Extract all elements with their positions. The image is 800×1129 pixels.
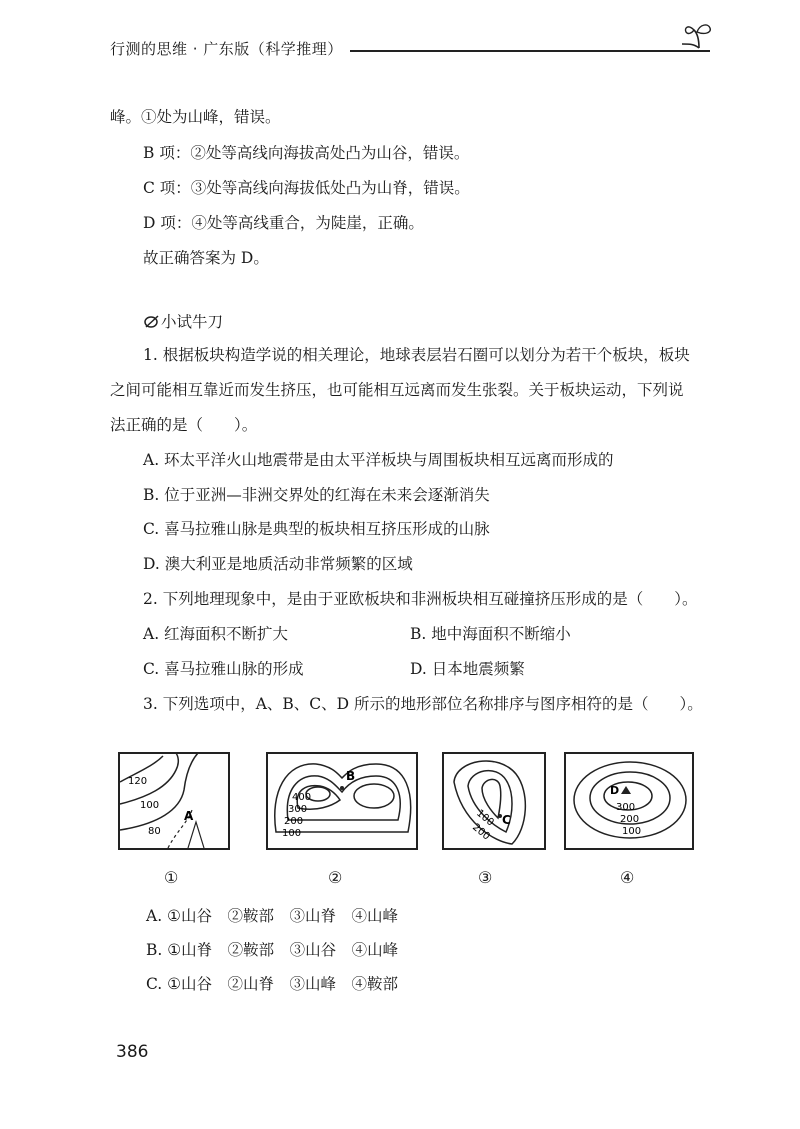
explanation-conclusion: 故正确答案为 D。 bbox=[143, 249, 269, 267]
point-label: C bbox=[502, 813, 511, 827]
figure-label-3: ③ bbox=[478, 868, 493, 887]
page-number: 386 bbox=[116, 1042, 149, 1062]
contour-label: 200 bbox=[620, 814, 640, 825]
q2-option-d: D. 日本地震频繁 bbox=[410, 660, 525, 678]
point-label: B bbox=[346, 769, 356, 783]
contour-label: 200 bbox=[470, 821, 492, 843]
q3-stem: 3. 下列选项中，A、B、C、D 所示的地形部位名称排序与图序相符的是（ ）。 bbox=[143, 695, 703, 713]
q1-option-c: C. 喜马拉雅山脉是典型的板块相互挤压形成的山脉 bbox=[143, 520, 490, 538]
contour-map-3 bbox=[442, 752, 546, 850]
q2-option-b: B. 地中海面积不断缩小 bbox=[410, 625, 571, 643]
explanation-option-b: B 项：②处等高线向海拔高处凸为山谷，错误。 bbox=[143, 144, 470, 162]
contour-label: 100 bbox=[474, 807, 496, 829]
point-label: D bbox=[610, 784, 620, 797]
q1-stem-line: 1. 根据板块构造学说的相关理论，地球表层岩石圈可以划分为若干个板块，板块 bbox=[143, 346, 690, 364]
running-header bbox=[110, 38, 710, 68]
q2-option-a: A. 红海面积不断扩大 bbox=[143, 625, 289, 643]
q3-option-c: C. ①山谷 ②山脊 ③山峰 ④鞍部 bbox=[146, 975, 399, 993]
explanation-option-d: D 项：④处等高线重合，为陡崖，正确。 bbox=[143, 214, 424, 232]
contour-label: 80 bbox=[148, 826, 161, 837]
pen-nib-icon bbox=[143, 313, 161, 329]
q2-stem: 2. 下列地理现象中，是由于亚欧板块和非洲板块相互碰撞挤压形成的是（ ）。 bbox=[143, 590, 698, 608]
contour-label: 100 bbox=[622, 826, 642, 837]
q1-option-a: A. 环太平洋火山地震带是由太平洋板块与周围板块相互远离而形成的 bbox=[143, 451, 614, 469]
explanation-line: 峰。①处为山峰，错误。 bbox=[110, 108, 281, 126]
figure-label-2: ② bbox=[328, 868, 343, 887]
contour-figures bbox=[118, 752, 698, 852]
contour-label: 300 bbox=[288, 804, 308, 815]
contour-label: 100 bbox=[140, 800, 160, 811]
q1-option-b: B. 位于亚洲—非洲交界处的红海在未来会逐渐消失 bbox=[143, 486, 490, 504]
section-heading bbox=[143, 312, 223, 332]
q1-option-d: D. 澳大利亚是地质活动非常频繁的区域 bbox=[143, 555, 413, 573]
q3-option-b: B. ①山脊 ②鞍部 ③山谷 ④山峰 bbox=[146, 941, 399, 959]
section-title: 小试牛刀 bbox=[161, 313, 224, 331]
q2-option-c: C. 喜马拉雅山脉的形成 bbox=[143, 660, 304, 678]
explanation-option-c: C 项：③处等高线向海拔低处凸为山脊，错误。 bbox=[143, 179, 470, 197]
q1-stem-line: 法正确的是（ ）。 bbox=[110, 416, 258, 434]
q1-stem-line: 之间可能相互靠近而发生挤压，也可能相互远离而发生张裂。关于板块运动，下列说 bbox=[110, 381, 684, 399]
contour-map-4 bbox=[564, 752, 694, 850]
sprout-icon bbox=[682, 20, 716, 50]
contour-label: 100 bbox=[282, 828, 302, 839]
header-rule bbox=[350, 50, 710, 52]
figure-label-4: ④ bbox=[620, 868, 635, 887]
point-label: A bbox=[184, 809, 194, 823]
contour-map-1 bbox=[118, 752, 230, 850]
contour-label: 400 bbox=[292, 792, 312, 803]
figure-label-1: ① bbox=[164, 868, 179, 887]
contour-label: 120 bbox=[128, 776, 148, 787]
q3-option-a: A. ①山谷 ②鞍部 ③山脊 ④山峰 bbox=[146, 907, 398, 925]
contour-label: 300 bbox=[616, 802, 636, 813]
header-title: 行测的思维 · 广东版（科学推理） bbox=[110, 38, 349, 59]
contour-label: 200 bbox=[284, 816, 304, 827]
contour-map-2 bbox=[266, 752, 418, 850]
